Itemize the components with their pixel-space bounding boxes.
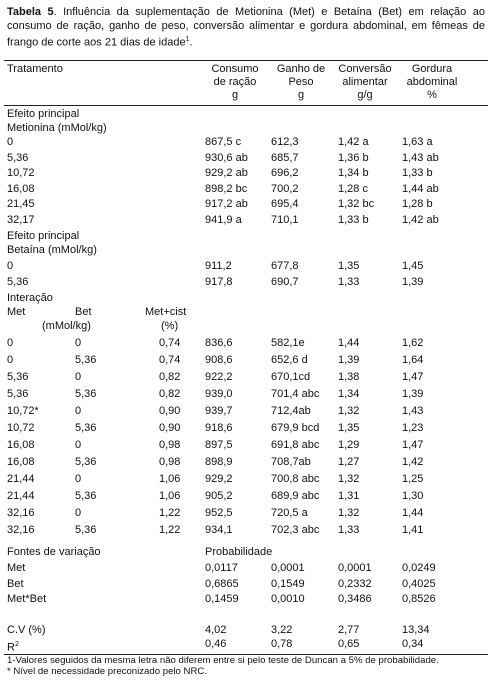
header-conversao [332,63,398,102]
r2-label [7,638,19,655]
prob-rows-cell-treatment: Met*Bet [7,593,47,605]
bet-rows-cell-consumo: 917,8 [205,275,233,288]
header-conversao-line1: Conversão [338,63,392,75]
caption-footnote-mark: 1 [185,36,190,43]
int-rows-cell-ganho: 670,1cd [271,371,311,383]
bet-rows-cell-consumo: 911,2 [205,260,232,272]
col-metcist: Met+cist [145,306,187,318]
int-rows-cell-consumo: 939,7 [205,405,233,417]
int-rows-cell-bet: 0 [75,371,82,383]
met-rows-cell-consumo: 917,2 ab [205,198,248,210]
cv-cell-consumo: 4,02 [205,624,227,636]
table-caption [7,6,485,50]
bet-rows-cell-gordura: 1,45 [402,260,424,272]
int-rows-cell-gordura: 1,30 [402,490,424,502]
met-rows-cell-consumo: 898,2 bc [205,182,248,195]
r2-cell-conversao: 0,65 [338,638,360,650]
int-rows-cell-bet: 0 [75,439,82,451]
met-rows-cell-conversao: 1,34 b [338,167,369,179]
met-rows-cell-treatment: 21,45 [7,198,35,210]
int-rows-cell-conversao: 1,32 [338,405,360,417]
int-rows-cell-gordura: 1,64 [402,354,424,366]
int-rows-cell-metcist: 0,82 [159,388,181,400]
int-rows-cell-met: 21,44 [7,490,35,502]
int-rows-cell-metcist: 0,90 [159,405,181,417]
met-rows-cell-gordura: 1,44 ab [402,182,439,195]
met-rows-cell-consumo: 941,9 a [205,213,242,226]
section-bet-label: Betaína (mMol/kg) [7,244,97,256]
int-rows-cell-bet: 5,36 [75,388,97,400]
int-rows-cell-gordura: 1,23 [402,422,424,434]
int-rows-cell-bet: 5,36 [75,524,97,536]
met-rows-cell-treatment: 10,72 [7,167,35,179]
int-rows-cell-met: 16,08 [7,456,35,468]
int-rows-cell-gordura: 1,62 [402,337,424,349]
col-mmol-unit: (mMol/kg) [42,320,91,332]
header-gordura [399,63,465,102]
met-rows-cell-conversao: 1,33 b [338,213,369,226]
int-rows-cell-conversao: 1,32 [338,507,360,519]
header-ganho-unit: g [297,89,305,101]
met-rows-cell-ganho: 685,7 [271,151,299,164]
footnote-2: * Nível de necessidade preconizado pelo NRC. [7,666,207,677]
int-rows-cell-bet: 0 [75,337,82,349]
bet-rows-cell-conversao: 1,35 [338,260,360,272]
int-rows-cell-metcist: 0,98 [159,456,181,468]
int-rows-cell-gordura: 1,39 [402,388,424,400]
bet-rows-cell-treatment: 0 [7,260,14,272]
int-rows-cell-ganho: 582,1e [271,337,305,349]
r2-superscript: 2 [14,641,19,648]
caption-period: . [189,36,193,49]
prob-rows-cell-gordura: 0,4025 [402,577,436,590]
int-rows-cell-gordura: 1,43 [402,405,424,417]
section-met-effect: Efeito principal [7,108,80,120]
int-rows-cell-consumo: 922,2 [205,371,233,383]
bet-rows-cell-ganho: 690,7 [271,275,299,288]
int-rows-cell-conversao: 1,32 [338,473,360,485]
met-rows-cell-gordura: 1,33 b [402,167,433,179]
int-rows-cell-consumo: 952,5 [205,507,233,519]
prob-rows-cell-ganho: 0,0001 [271,562,305,574]
header-bottom-rule [4,105,488,106]
section-met-label: Metionina (mMol/kg) [7,122,107,134]
int-rows-cell-met: 5,36 [7,371,29,383]
int-rows-cell-conversao: 1,39 [338,354,360,366]
int-rows-cell-gordura: 1,44 [402,507,424,519]
int-rows-cell-metcist: 0,74 [159,337,181,349]
int-rows-cell-met: 5,36 [7,388,29,400]
int-rows-cell-conversao: 1,38 [338,371,360,383]
prob-rows-cell-consumo: 0,0117 [205,562,238,574]
met-rows-cell-ganho: 695,4 [271,198,299,210]
int-rows-cell-ganho: 708,7ab [271,456,311,468]
int-rows-cell-conversao: 1,29 [338,439,360,451]
bet-rows-cell-gordura: 1,39 [402,275,424,288]
section-fontes: Fontes de variação [7,546,101,558]
met-rows-cell-consumo: 930,6 ab [205,151,248,164]
r2-label-text: R [7,641,15,654]
int-rows-cell-bet: 5,36 [75,490,97,502]
int-rows-cell-metcist: 0,82 [159,371,181,383]
footnote-1: 1-Valores seguidos da mesma letra não diferem entre si pelo teste de Duncan a 5% de probabilidade. [7,655,439,666]
prob-rows-cell-consumo: 0,1459 [205,593,239,605]
int-rows-cell-ganho: 691,8 abc [271,439,320,451]
header-conversao-line2: alimentar [342,76,388,88]
met-rows-cell-ganho: 710,1 [271,213,299,226]
section-probabilidade: Probabilidade [205,546,273,558]
int-rows-cell-conversao: 1,31 [338,490,360,502]
met-rows-cell-treatment: 5,36 [7,151,29,164]
int-rows-cell-consumo: 897,5 [205,439,233,451]
header-ganho-line1: Ganho de [276,63,326,75]
int-rows-cell-consumo: 905,2 [205,490,233,502]
met-rows-cell-treatment: 32,17 [7,213,35,226]
met-rows-cell-ganho: 700,2 [271,182,299,195]
int-rows-cell-consumo: 918,6 [205,422,233,434]
header-ganho [270,63,332,102]
r2-cell-ganho: 0,78 [271,638,293,650]
header-gordura-unit: % [427,89,437,101]
header-ganho-line2: Peso [288,76,314,88]
section-bet-effect: Efeito principal [7,230,80,242]
prob-rows-cell-consumo: 0,6865 [205,577,239,590]
met-rows-cell-ganho: 612,3 [271,136,299,148]
int-rows-cell-ganho: 689,9 abc [271,490,320,502]
met-rows-cell-treatment: 16,08 [7,182,35,195]
prob-rows-cell-gordura: 0,0249 [402,562,436,574]
met-rows-cell-treatment: 0 [7,136,14,148]
cv-cell-treatment: C.V (%) [7,624,46,636]
cv-cell-ganho: 3,22 [271,624,293,636]
int-rows-cell-ganho: 679,9 bcd [271,422,320,434]
table-top-rule [4,60,488,61]
int-rows-cell-consumo: 939,0 [205,388,233,400]
prob-rows-cell-ganho: 0,0010 [271,593,305,605]
int-rows-cell-met: 10,72* [7,405,39,417]
met-rows-cell-conversao: 1,32 bc [338,198,375,210]
prob-rows-cell-ganho: 0,1549 [271,577,305,590]
int-rows-cell-conversao: 1,44 [338,337,360,349]
int-rows-cell-conversao: 1,27 [338,456,360,468]
cv-cell-gordura: 13,34 [402,624,430,636]
prob-rows-cell-conversao: 0,3486 [338,593,372,605]
int-rows-cell-consumo: 898,9 [205,456,233,468]
int-rows-cell-ganho: 702,3 abc [271,524,320,536]
met-rows-cell-gordura: 1,43 ab [402,151,439,164]
bet-rows-cell-ganho: 677,8 [271,260,299,272]
bet-rows-cell-treatment: 5,36 [7,275,29,288]
int-rows-cell-conversao: 1,34 [338,388,360,400]
int-rows-cell-gordura: 1,47 [402,371,424,383]
int-rows-cell-metcist: 0,74 [159,354,181,366]
met-rows-cell-gordura: 1,28 b [402,198,433,210]
met-rows-cell-conversao: 1,36 b [338,151,369,164]
int-rows-cell-bet: 5,36 [75,422,97,434]
col-met: Met [7,306,26,318]
int-rows-cell-ganho: 700,8 abc [271,473,320,485]
header-conversao-unit: g/g [357,89,373,101]
header-tratamento: Tratamento [7,63,63,75]
int-rows-cell-bet: 5,36 [75,456,97,468]
int-rows-cell-met: 0 [7,354,14,366]
int-rows-cell-bet: 0 [75,405,82,417]
prob-rows-cell-gordura: 0,8526 [402,593,436,605]
int-rows-cell-conversao: 1,33 [338,524,360,536]
int-rows-cell-metcist: 1,22 [159,524,181,536]
header-consumo-unit: g [231,89,239,101]
int-rows-cell-bet: 0 [75,473,82,485]
int-rows-cell-bet: 5,36 [75,354,97,366]
int-rows-cell-consumo: 908,6 [205,354,233,366]
r2-cell-gordura: 0,34 [402,638,424,650]
int-rows-cell-metcist: 1,22 [159,507,181,519]
int-rows-cell-met: 32,16 [7,507,35,519]
int-rows-cell-metcist: 0,98 [159,439,181,451]
header-consumo-line2: de ração [213,76,257,88]
int-rows-cell-met: 32,16 [7,524,35,536]
int-rows-cell-metcist: 1,06 [159,473,181,485]
prob-rows-cell-treatment: Met [7,562,26,574]
int-rows-cell-ganho: 712,4ab [271,405,311,417]
int-rows-cell-consumo: 934,1 [205,524,233,536]
int-rows-cell-metcist: 0,90 [159,422,181,434]
met-rows-cell-gordura: 1,42 ab [402,213,439,226]
int-rows-cell-met: 0 [7,337,14,349]
table-label: Tabela 5 [7,6,54,18]
caption-text: . Influência da suplementação de Metionina (Met) e Betaína (Bet) em relação ao consumo de ração, ganho de peso, conversão alimentar e gordura abdominal, em fêmeas de frango de corte aos 21 dias de idade [7,6,485,49]
bet-rows-cell-conversao: 1,33 [338,275,360,288]
int-rows-cell-met: 16,08 [7,439,35,451]
met-rows-cell-ganho: 696,2 [271,167,299,179]
met-rows-cell-consumo: 867,5 c [205,136,242,148]
int-rows-cell-gordura: 1,41 [402,524,424,536]
section-interacao: Interação [7,292,53,304]
met-rows-cell-conversao: 1,42 a [338,136,369,148]
int-rows-cell-consumo: 929,2 [205,473,233,485]
int-rows-cell-gordura: 1,42 [402,456,424,468]
int-rows-cell-gordura: 1,47 [402,439,424,451]
prob-rows-cell-conversao: 0,2332 [338,577,372,590]
col-bet: Bet [75,306,92,318]
int-rows-cell-metcist: 1,06 [159,490,181,502]
col-pct-unit: (%) [161,320,179,332]
header-gordura-line2: abdominal [406,76,458,88]
int-rows-cell-bet: 0 [75,507,82,519]
int-rows-cell-consumo: 836,6 [205,337,233,349]
int-rows-cell-ganho: 652,6 d [271,354,308,366]
met-rows-cell-gordura: 1,63 a [402,136,433,148]
int-rows-cell-ganho: 720,5 a [271,507,308,519]
prob-rows-cell-treatment: Bet [7,577,24,590]
int-rows-cell-met: 21,44 [7,473,35,485]
header-consumo-line1: Consumo [211,63,259,75]
int-rows-cell-gordura: 1,25 [402,473,424,485]
header-gordura-line1: Gordura [411,63,453,75]
int-rows-cell-met: 10,72 [7,422,35,434]
met-rows-cell-conversao: 1,28 c [338,182,368,195]
int-rows-cell-conversao: 1,35 [338,422,360,434]
int-rows-cell-ganho: 701,4 abc [271,388,320,400]
prob-rows-cell-conversao: 0,0001 [338,562,372,574]
r2-cell-consumo: 0,46 [205,638,227,650]
header-consumo [200,63,270,102]
met-rows-cell-consumo: 929,2 ab [205,167,248,179]
cv-cell-conversao: 2,77 [338,624,360,636]
